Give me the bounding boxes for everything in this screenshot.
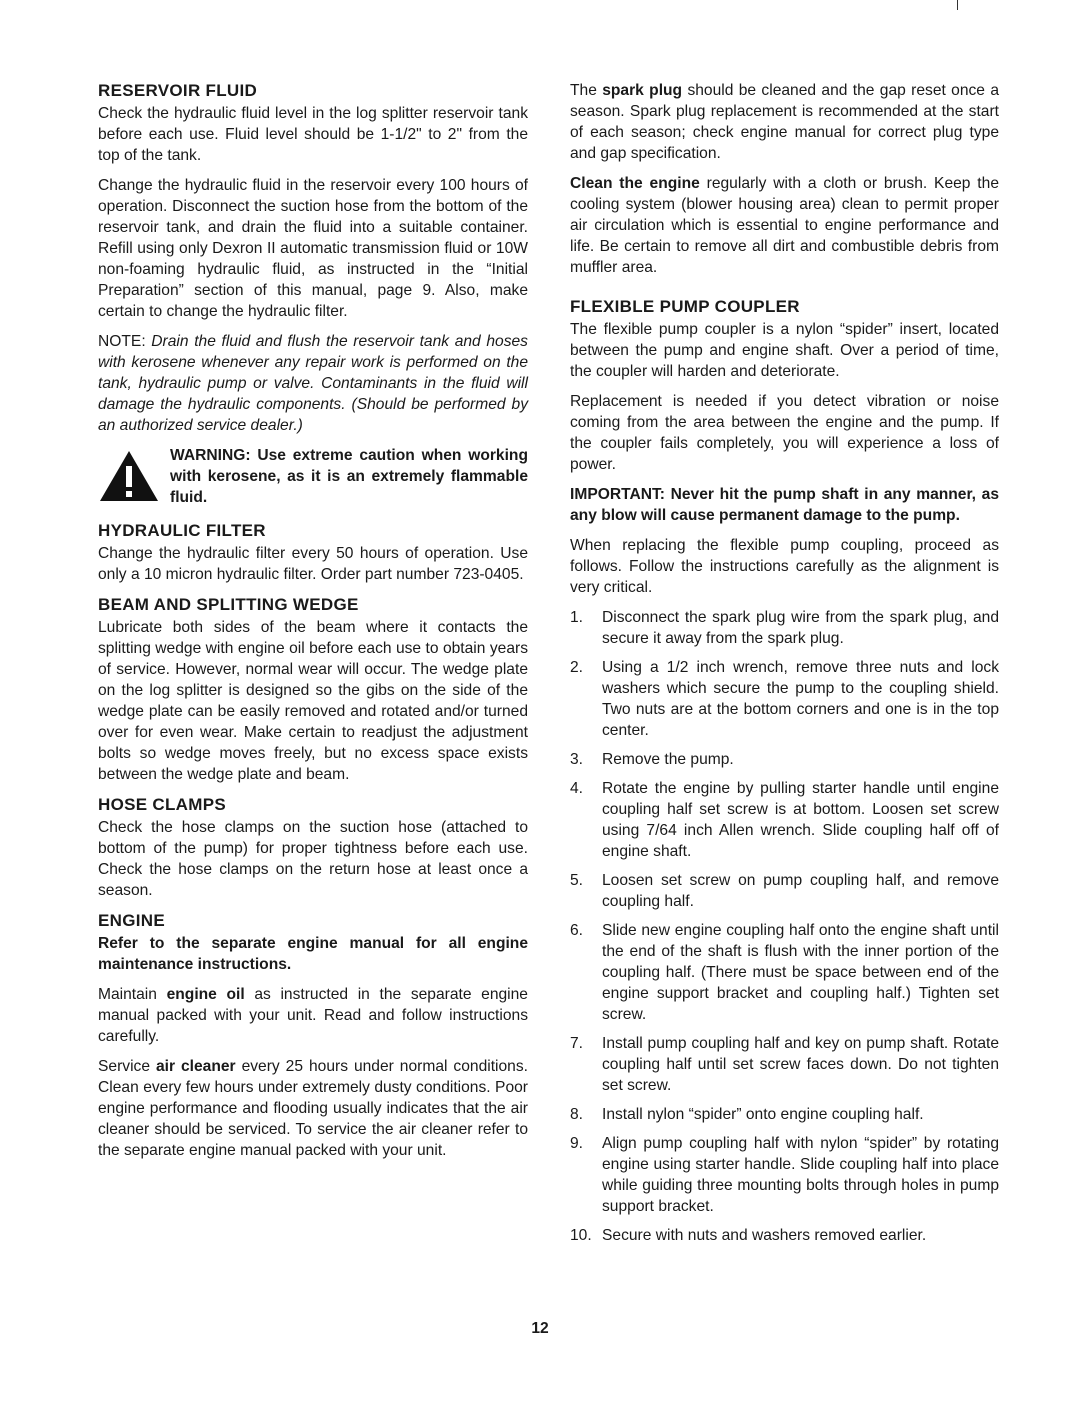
list-item xyxy=(570,607,999,649)
step-text: Remove the pump. xyxy=(602,751,734,768)
section-heading: FLEXIBLE PUMP COUPLER xyxy=(570,297,800,316)
flexible-pump-coupler-section xyxy=(570,296,999,1246)
warning-triangle-icon xyxy=(98,449,160,503)
step-number: 7. xyxy=(570,1035,584,1052)
paragraph: Lubricate both sides of the beam where it contacts the splitting wedge with engine oil before each use to obtain years of service. However, normal wear will occur. The wedge plate on the log splitter is designed so the gibs on the side of the wedge plate can be easily removed and rotated and/or turned over for even wear. Make certain to readjust the adjustment bolts so wedge moves freely, but no excess space exists between the wedge plate and beam. xyxy=(98,619,528,783)
list-item xyxy=(570,1133,999,1217)
step-number: 5. xyxy=(570,872,584,889)
paragraph: The spark plug should be cleaned and the gap reset once a season. Spark plug replacement is recommended at the start of each season; check engine manual for correct plug type and gap specification. xyxy=(570,82,1000,162)
note-paragraph xyxy=(98,331,528,436)
step-text: Slide new engine coupling half onto the engine shaft until the end of the shaft is flush with the inner portion of the coupling half. (There must be space between end of the engine support bracket and coupling half.) Tighten set screw. xyxy=(602,922,999,1023)
section-heading: HOSE CLAMPS xyxy=(98,795,226,814)
paragraph: Service air cleaner every 25 hours under normal conditions. Clean every few hours under extremely dusty conditions. Poor engine performance and flooding usually indicates that the air cleaner should be serviced. To service the air cleaner refer to the separate engine manual packed with your unit. xyxy=(98,1058,528,1159)
paragraph: Check the hydraulic fluid level in the log splitter reservoir tank before each use. Fluid level should be 1-1/2" to 2" from the top of the tank. xyxy=(98,105,528,164)
hydraulic-filter-section xyxy=(98,520,528,585)
note-text: Drain the fluid and flush the reservoir tank and hoses with kerosene whenever any repair work is performed on the tank, hydraulic pump or valve. Contaminants in the fluid will damage the hydraulic components. (Should be performed by an authorized service dealer.) xyxy=(98,333,528,434)
step-text: Align pump coupling half with nylon “spider” by rotating engine using starter handle. Slide coupling half into place while guiding three mounting bolts through holes in pump support bracket. xyxy=(602,1135,999,1215)
list-item xyxy=(570,870,999,912)
paragraph: Clean the engine regularly with a cloth or brush. Keep the cooling system (blower housing area) clean to permit proper air circulation which is essential to engine performance and life. Be certain to remove all dirt and combustible debris from muffler area. xyxy=(570,175,999,276)
paragraph: Change the hydraulic filter every 50 hours of operation. Use only a 10 micron hydraulic filter. Order part number 723-0405. xyxy=(98,545,528,583)
step-text: Disconnect the spark plug wire from the spark plug, and secure it away from the spark plug. xyxy=(602,609,999,647)
step-text: Secure with nuts and washers removed earlier. xyxy=(602,1227,927,1244)
warning-text: WARNING: Use extreme caution when working with kerosene, as it is an extremely flammable fluid. xyxy=(170,447,528,506)
step-number: 9. xyxy=(570,1135,584,1152)
warning-callout xyxy=(98,445,528,508)
step-text: Install nylon “spider” onto engine coupling half. xyxy=(602,1106,924,1123)
note-label: NOTE: xyxy=(98,333,146,350)
list-item xyxy=(570,1033,999,1096)
paragraph: The flexible pump coupler is a nylon “spider” insert, located between the pump and engine shaft. Over a period of time, the coupler will harden and deteriorate. xyxy=(570,321,999,380)
reservoir-fluid-section xyxy=(98,80,528,508)
list-item xyxy=(570,657,999,741)
list-item xyxy=(570,1104,999,1125)
list-item xyxy=(570,920,999,1025)
step-number: 3. xyxy=(570,751,584,768)
step-number: 4. xyxy=(570,780,584,797)
spacer xyxy=(570,287,999,296)
list-item xyxy=(570,1225,999,1246)
step-number: 6. xyxy=(570,922,584,939)
step-text: Loosen set screw on pump coupling half, and remove coupling half. xyxy=(602,872,999,910)
paragraph: Check the hose clamps on the suction hose (attached to bottom of the pump) for proper tightness before each use. Check the hose clamps on the return hose at least once a season. xyxy=(98,819,528,899)
paragraph: When replacing the flexible pump coupling, proceed as follows. Follow the instructions carefully as the alignment is very critical. xyxy=(570,537,999,596)
section-heading: BEAM AND SPLITTING WEDGE xyxy=(98,595,359,614)
hose-clamps-section xyxy=(98,794,528,901)
paragraph: Replacement is needed if you detect vibration or noise coming from the area between the engine and the pump. If the coupler fails completely, you will experience a loss of power. xyxy=(570,393,999,473)
engine-section xyxy=(98,910,528,1161)
list-item xyxy=(570,778,999,862)
spark-plug-section xyxy=(570,80,999,278)
engine-reference-note: Refer to the separate engine manual for all engine maintenance instructions. xyxy=(98,935,528,973)
beam-splitting-wedge-section xyxy=(98,594,528,785)
page-edge-mark xyxy=(957,0,958,10)
step-number: 2. xyxy=(570,659,584,676)
important-note: IMPORTANT: Never hit the pump shaft in any manner, as any blow will cause permanent damage to the pump. xyxy=(570,486,999,524)
step-text: Using a 1/2 inch wrench, remove three nuts and lock washers which secure the pump to the coupling shield. Two nuts are at the bottom corners and one is in the top center. xyxy=(602,659,999,739)
step-number: 1. xyxy=(570,609,584,626)
section-heading: HYDRAULIC FILTER xyxy=(98,521,266,540)
section-heading: RESERVOIR FLUID xyxy=(98,81,258,100)
paragraph: Change the hydraulic fluid in the reservoir every 100 hours of operation. Disconnect the suction hose from the bottom of the reservoir tank, and drain the fluid into a suitable container. Refill using only Dexron II automatic transmission fluid or 10W non-foaming hydraulic fluid, as instructed in the “Initial Preparation” section of this manual, page 9. Also, make certain to change the hydraulic filter. xyxy=(98,177,528,320)
page-number: 12 xyxy=(531,1320,549,1337)
section-heading: ENGINE xyxy=(98,911,165,930)
paragraph: Maintain engine oil as instructed in the separate engine manual packed with your unit. Read and follow instructions carefully. xyxy=(98,986,528,1045)
list-item xyxy=(570,749,999,770)
left-column xyxy=(98,80,528,1170)
step-text: Rotate the engine by pulling starter handle until engine coupling half set screw is at bottom. Loosen set screw using 7/64 inch Allen wrench. Slide coupling half off of engine shaft. xyxy=(602,780,999,860)
replacement-steps-list xyxy=(570,607,999,1246)
step-number: 8. xyxy=(570,1106,584,1123)
step-number: 10. xyxy=(570,1227,592,1244)
right-column xyxy=(570,80,999,1254)
step-text: Install pump coupling half and key on pump shaft. Rotate coupling half until set screw faces down. Do not tighten set screw. xyxy=(602,1035,999,1094)
